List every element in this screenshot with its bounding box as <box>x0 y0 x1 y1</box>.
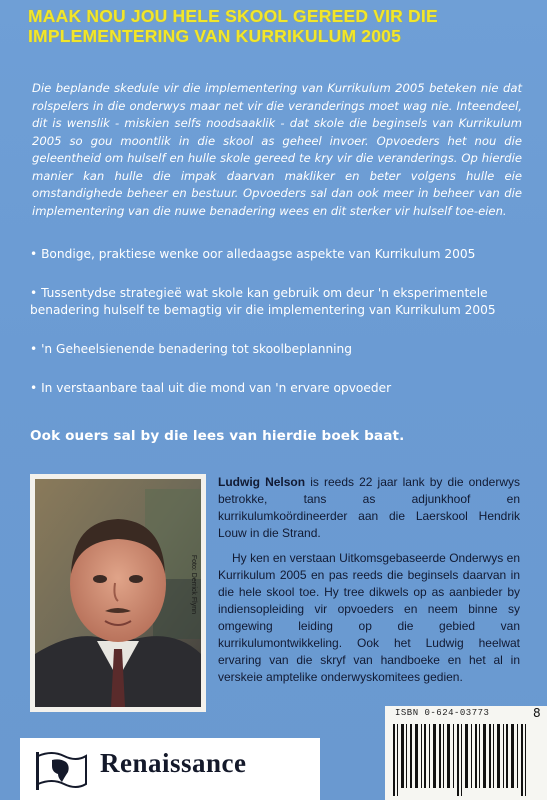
bio-paragraph-2: Hy ken en verstaan Uitkomsgebaseerde Onderwys en Kurrikulum 2005 en pas reeds die beginsels daarvan in die hele skool toe. Hy tree dikwels op as aanbieder by indiensopleiding vir opvoeders en neem binne sy omgewing leiding op die gebied van kurrikulumontwikkeling. Ook het Ludwig heelwat ervaring van die skryf van handboeke en het al in verskeie amptelike onderwyskomitees gedien. <box>218 551 520 684</box>
feature-item: • 'n Geheelsienende benadering tot skoolbeplanning <box>30 342 353 356</box>
author-portrait-image <box>35 479 201 707</box>
bio-paragraph-1 <box>218 474 520 542</box>
photo-credit: Foto: Derrick Flynn <box>190 554 197 614</box>
publisher-banner <box>20 738 320 800</box>
parents-line: Ook ouers sal by die lees van hierdie boek baat. <box>30 428 405 444</box>
feature-list <box>30 246 522 419</box>
publisher-name: Renaissance <box>100 748 247 778</box>
barcode-label <box>385 706 547 800</box>
intro-paragraph: Die beplande skedule vir die implementering van Kurrikulum 2005 beteken nie dat rolspelers in die onderwys maar net vir die veranderings moet wag nie. Inteendeel, dit is wenslik - miskien selfs noodsaaklik - dat skole die beginsels van Kurrikulum 2005 so gou moontlik in die skool as geheel invoer. Opvoeders het nou die geleentheid om hulself en hulle skole gereed te kry vir die veranderings. Op hierdie manier kan hulle die impak daarvan makliker en beter volgens hulle eie omstandighede beheer en bestuur. Opvoeders sal dan ook meer in beheer van die implementering van die nuwe benadering wees en dit sterker vir hulself toe-eien. <box>32 81 522 218</box>
author-photo <box>30 474 206 712</box>
feature-item: • In verstaanbare taal uit die mond van 'n ervare opvoeder <box>30 381 392 395</box>
author-bio <box>218 474 520 686</box>
cover-title: MAAK NOU JOU HELE SKOOL GEREED VIR DIE IMPLEMENTERING VAN KURRIKULUM 2005 <box>28 6 438 46</box>
isbn-check-digit: 8 <box>533 706 541 720</box>
feature-item: • Tussentydse strategieë wat skole kan gebruik om deur 'n eksperimentele benadering hulself te bemagtig vir die implementering van Kurrikulum 2005 <box>30 286 496 317</box>
feature-item: • Bondige, praktiese wenke oor alledaagse aspekte van Kurrikulum 2005 <box>30 247 476 261</box>
africa-flag-logo-icon <box>34 748 90 792</box>
barcode-bars <box>393 724 543 796</box>
bio-text: is reeds 22 jaar lank by die onderwys betrokke, tans as adjunkhoof en kurrikulumkoördineerder aan die Laerskool Hendrik Louw in die Strand. <box>218 475 520 540</box>
isbn-number: ISBN 0-624-03773 <box>395 708 490 718</box>
author-name: Ludwig Nelson <box>218 475 306 489</box>
